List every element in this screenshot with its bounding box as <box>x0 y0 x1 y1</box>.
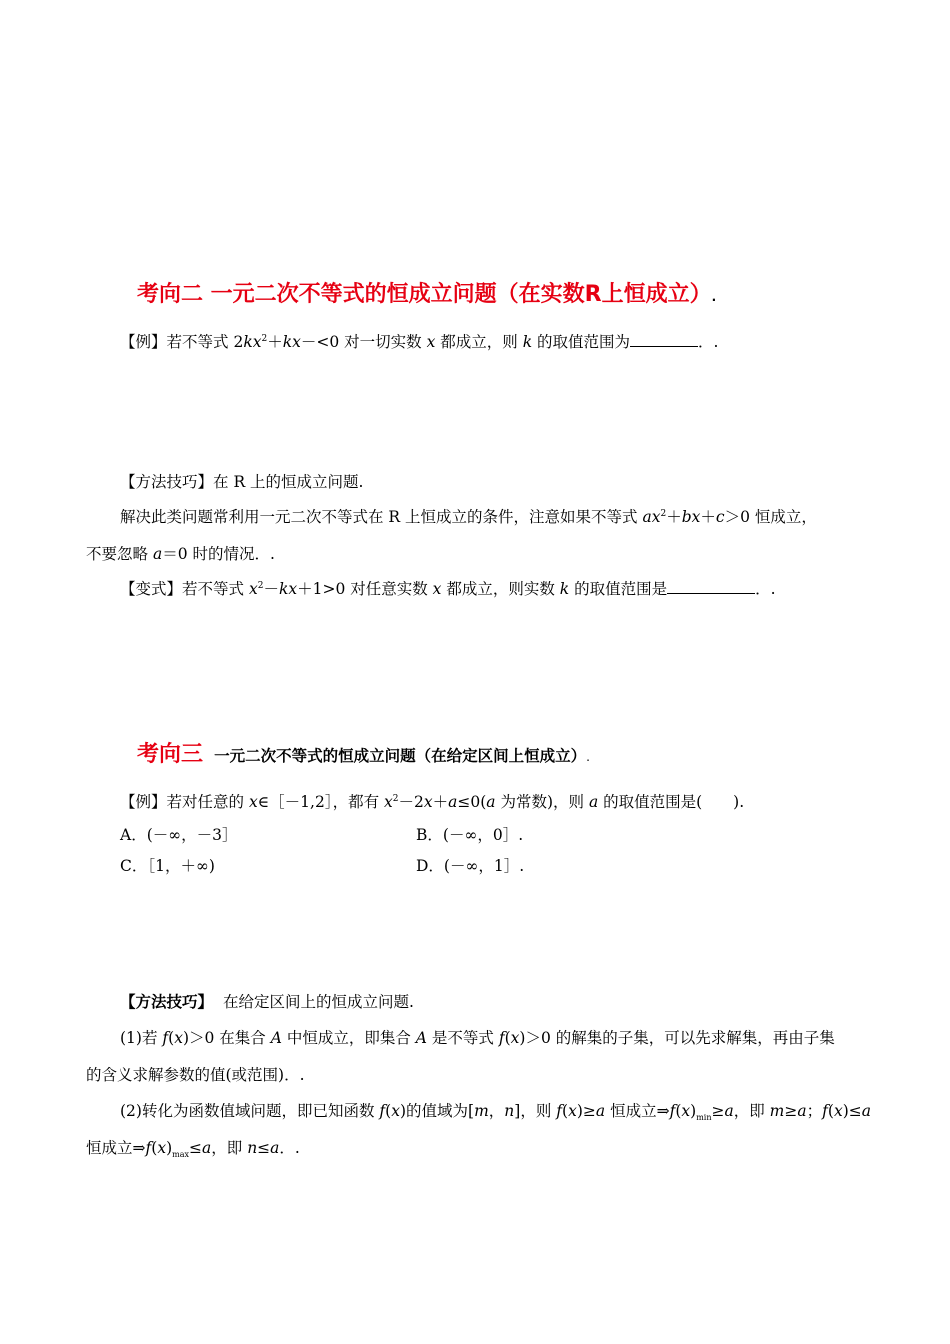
option-b[interactable]: B．(－∞，0］. <box>416 826 524 844</box>
section2-example: 【例】若不等式 $2kx^2+kx-<0$ 对一切实数 x 都成立，则 k 的取值范围为 ．. <box>120 333 719 351</box>
answer-blank[interactable] <box>667 579 755 594</box>
section3-p2-line2: 恒成立$\Rightarrow f(x)_{max}\le a$，即 n≤a．. <box>86 1139 300 1160</box>
section2-title-trail: . <box>711 290 717 304</box>
section3-title-big: 考向三 <box>137 742 204 767</box>
example-tag: 【例】 <box>120 793 167 811</box>
option-d[interactable]: D．(－∞，1］. <box>416 857 525 875</box>
section2-explain-line2: 不要忽略 a＝0 时的情况．. <box>86 545 275 563</box>
section3-method: 【方法技巧】 在给定区间上的恒成立问题. <box>120 993 414 1011</box>
example-tag: 【例】 <box>120 333 167 351</box>
section3-p1-line1: (1)若 f(x)＞0 在集合 A 中恒成立，即集合 A 是不等式 f(x)＞0 的解集的子集，可以先求解集，再由子集 <box>120 1029 835 1047</box>
section3-example: 【例】若对任意的 x∈［－1,2］，都有 $x^2-2x+a\le 0(a$ 为常数)，则 a 的取值范围是( ). <box>120 793 745 811</box>
method-tag: 【方法技巧】 <box>120 993 214 1011</box>
variant-tag: 【变式】 <box>120 580 183 598</box>
method-tag: 【方法技巧】 <box>120 473 214 491</box>
section3-p1-line2: 的含义求解参数的值(或范围)．. <box>86 1066 305 1084</box>
section3-title-small: 一元二次不等式的恒成立问题（在给定区间上恒成立） <box>214 747 587 765</box>
section3-title: 考向三 一元二次不等式的恒成立问题（在给定区间上恒成立）. <box>137 742 590 767</box>
option-c[interactable]: C．［1，＋∞) <box>120 857 215 875</box>
option-a[interactable]: A．(－∞，－3］ <box>120 826 238 844</box>
section2-title <box>137 281 716 311</box>
answer-blank[interactable] <box>630 332 698 347</box>
section2-method: 【方法技巧】在 R 上的恒成立问题. <box>120 473 364 491</box>
section3-p2-line1: (2)转化为函数值域问题，即已知函数 f(x)的值域为[m，n]，则 f(x)≥a 恒成立$\Rightarrow f(x)_{min}\ge a$，即 m≥a；f(x)≤a <box>120 1102 872 1123</box>
section2-explain-line1: 解决此类问题常利用一元二次不等式在 R 上恒成立的条件，注意如果不等式 $ax^2+bx+c>0$ 恒成立， <box>120 508 817 526</box>
section2-title-text: 考向二 一元二次不等式的恒成立问题（在实数R上恒成立） <box>137 282 712 307</box>
section2-variant: 【变式】若不等式 $x^2-kx+1>0$ 对任意实数 x 都成立，则实数 k 的取值范围是 ．. <box>120 580 776 598</box>
